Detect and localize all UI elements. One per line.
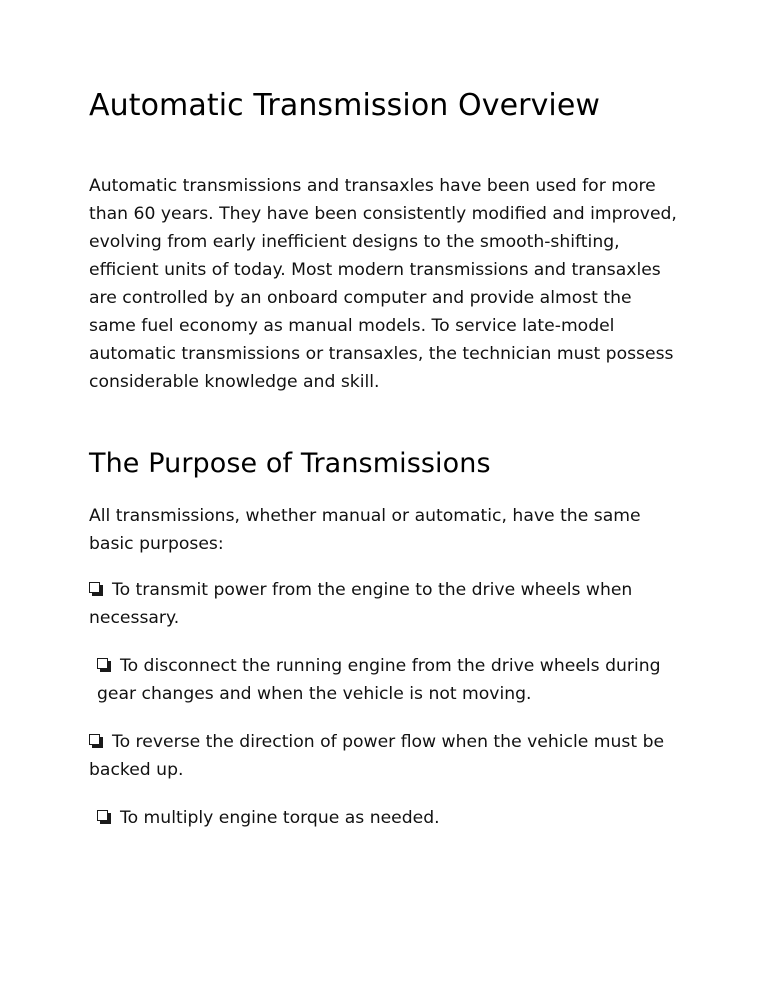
list-item <box>89 576 679 632</box>
document-body <box>89 88 679 832</box>
page-title: Automatic Transmission Overview <box>89 88 601 123</box>
shadowed-square-bullet-icon <box>89 582 103 596</box>
list-item <box>89 804 679 832</box>
section-lead-in: All transmissions, whether manual or automatic, have the same basic purposes: <box>89 506 641 555</box>
purpose-list <box>89 576 679 832</box>
shadowed-square-bullet-icon <box>97 810 111 824</box>
spacer <box>89 124 679 172</box>
spacer <box>89 480 679 502</box>
section-heading-purpose: The Purpose of Transmissions <box>89 448 491 479</box>
list-item-text: To disconnect the running engine from the drive wheels during gear changes and when the vehicle is not moving. <box>97 656 661 705</box>
list-item <box>89 728 679 784</box>
spacer <box>89 558 679 576</box>
shadowed-square-bullet-icon <box>97 658 111 672</box>
list-item <box>89 652 679 708</box>
spacer <box>89 396 679 448</box>
intro-paragraph: Automatic transmissions and transaxles have been used for more than 60 years. They have been consistently modified and improved, evolving from early inefficient designs to the smooth-shifting, efficient units of today. Most modern transmissions and transaxles are controlled by an onboard computer and provide almost the same fuel economy as manual models. To service late-model automatic transmissions or transaxles, the technician must possess considerable knowledge and skill. <box>89 176 677 392</box>
shadowed-square-bullet-icon <box>89 734 103 748</box>
list-item-text: To multiply engine torque as needed. <box>120 808 440 829</box>
list-item-text: To transmit power from the engine to the drive wheels when necessary. <box>89 580 633 629</box>
list-item-text: To reverse the direction of power flow when the vehicle must be backed up. <box>89 732 665 781</box>
